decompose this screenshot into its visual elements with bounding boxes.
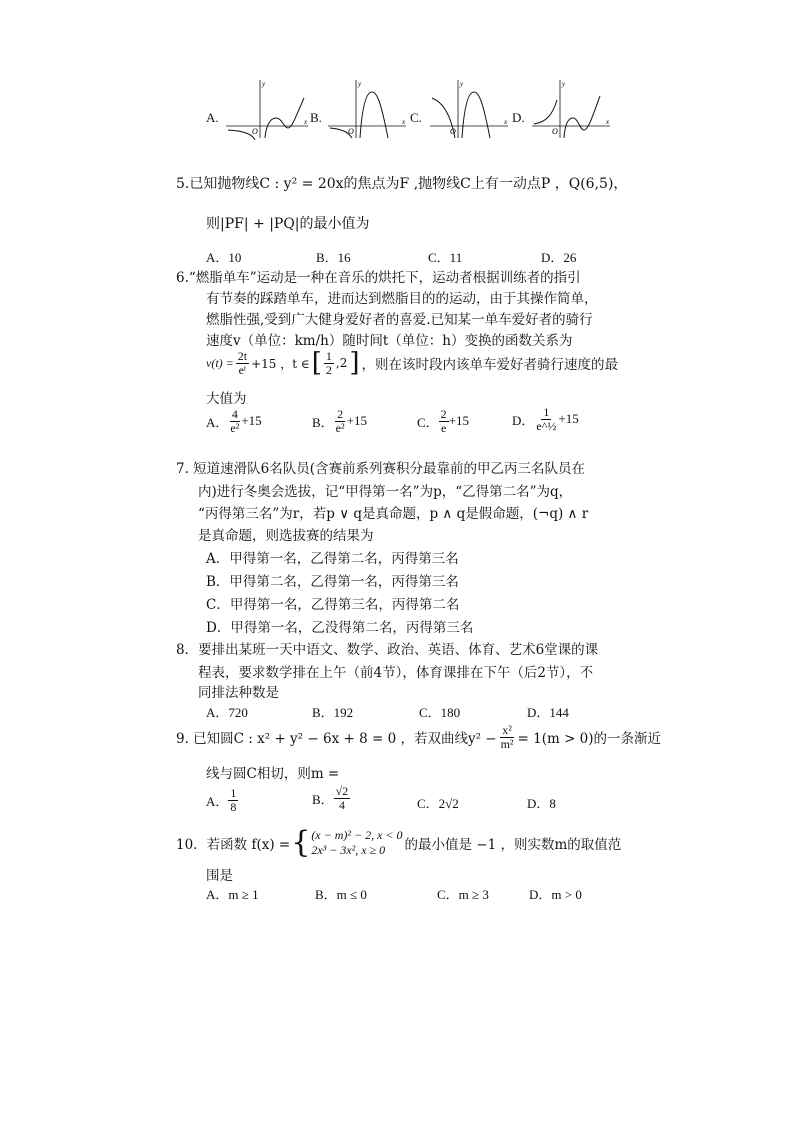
origin-label: O — [450, 127, 456, 136]
graph-option-a-plot — [224, 78, 312, 140]
q9-stem-line-2: 线与圆C相切，则m = — [206, 766, 340, 782]
y-axis-label: y — [460, 80, 464, 88]
q7-stem-line-2: 内)进行冬奥会选拔，记“甲得第一名”为p，“乙得第二名”为q， — [198, 484, 573, 500]
origin-label: O — [348, 127, 354, 136]
q10-option-d[interactable]: D．m > 0 — [529, 887, 582, 902]
q8-stem-line-1: 8．要排出某班一天中语文、数学、政治、英语、体育、艺术6堂课的课 — [176, 642, 599, 658]
q6-option-d[interactable]: D． $\frac{1}{\text{e\textasciicircum{}½}}$ +15 — [512, 405, 579, 433]
q7-stem-line-1: 7. 短道速滑队6名队员(含赛前系列赛积分最靠前的甲乙丙三名队员在 — [176, 461, 586, 477]
q7-option-c[interactable]: C．甲得第一名，乙得第三名，丙得第二名 — [206, 597, 460, 613]
q10-option-b[interactable]: B．m ≤ 0 — [315, 887, 367, 902]
q8-option-a[interactable]: A．720 — [206, 705, 248, 720]
q10-option-a[interactable]: A．m ≥ 1 — [206, 887, 259, 902]
q8-stem-line-2: 程表，要求数学排在上午（前4节），体育课排在下午（后2节），不 — [198, 665, 594, 681]
q9-option-d[interactable]: D．8 — [527, 796, 556, 811]
graph-option-a-label[interactable]: A. — [206, 110, 219, 125]
y-axis-label: y — [562, 80, 566, 88]
q6-formula-tail: +15 ，t ∈ — [251, 356, 310, 371]
q8-option-c[interactable]: C．180 — [419, 705, 461, 720]
graph-option-c-plot — [428, 78, 514, 140]
graph-option-b-plot — [326, 78, 412, 140]
q5-option-b[interactable]: B．16 — [316, 250, 351, 265]
origin-label: O — [552, 127, 558, 136]
q7-option-a[interactable]: A．甲得第一名，乙得第二名，丙得第三名 — [206, 551, 459, 567]
q5-option-d[interactable]: D．26 — [541, 250, 577, 265]
left-bracket-icon: [ — [311, 348, 322, 379]
q5-option-a[interactable]: A．10 — [206, 250, 242, 265]
q6-stem-line-6: 大值为 — [206, 391, 247, 407]
q6-stem-line-2: 有节奏的踩踏单车，进而达到燃脂目的的运动，由于其操作简单， — [206, 291, 598, 307]
q9-option-b[interactable]: B． $\frac{√2}{4}$ — [312, 784, 349, 812]
q6-stem-line-5-tail: ，则在该时段内该单车爱好者骑行速度的最 — [361, 357, 619, 374]
graph-option-c-label[interactable]: C. — [410, 110, 422, 125]
q5-option-c[interactable]: C．11 — [428, 250, 463, 265]
q6-stem-line-3: 燃脂性强,受到广大健身爱好者的喜爱.已知某一单车爱好者的骑行 — [206, 312, 593, 328]
x-axis-label: x — [402, 118, 406, 126]
q6-formula-fraction: $\frac{2t}{\text{eᵗ}}$ — [237, 349, 248, 377]
q7-option-b[interactable]: B．甲得第二名，乙得第一名，丙得第三名 — [206, 574, 459, 590]
graph-option-d-label[interactable]: D. — [512, 110, 525, 125]
q5-stem-line-2: 则|PF| + |PQ|的最小值为 — [206, 216, 370, 232]
q7-stem-line-4: 是真命题，则选拔赛的结果为 — [198, 528, 374, 544]
q5-stem-line-1: 5.已知抛物线C : y² = 20x的焦点为F ,抛物线C上有一动点P ，Q(6,5)， — [176, 176, 628, 192]
q8-option-b[interactable]: B．192 — [312, 705, 354, 720]
q9-fraction: $\frac{\text{x²}}{\text{m²}}$ — [500, 723, 514, 751]
q6-interval-fraction: $\frac{1}{2}$ — [325, 349, 332, 377]
q8-option-d[interactable]: D．144 — [527, 705, 569, 720]
q6-stem-line-4: 速度v（单位：km/h）随时间t（单位：h）变换的函数关系为 — [206, 333, 573, 349]
q9-option-a[interactable]: A． $\frac{1}{8}$ — [206, 786, 237, 814]
q10-stem-line-2: 围是 — [206, 868, 233, 884]
graph-option-b-label[interactable]: B. — [310, 110, 322, 125]
q10-stem-line-1: 10．若函数 f(x) = { (x − m)² − 2, x < 0 2x³ − 3x², x ≥ 0 的最小值是 −1 ，则实数m的取值范 — [176, 825, 622, 860]
q6-stem-line-1: 6.“燃脂单车”运动是一种在音乐的烘托下，运动者根据训练者的指引 — [176, 270, 581, 286]
origin-label: O — [252, 127, 258, 136]
q10-piecewise-cases: (x − m)² − 2, x < 0 2x³ − 3x², x ≥ 0 — [311, 828, 403, 857]
y-axis-label: y — [358, 80, 362, 88]
q6-interval-tail: ,2 — [335, 356, 348, 371]
q9-stem-line-1: 9. 已知圆C : x² + y² − 6x + 8 = 0 ，若双曲线y² − $\frac{\text{x²}}{\text{m²}}$ = 1(m > 0)的一条渐近 — [176, 723, 662, 751]
right-bracket-icon: ] — [349, 348, 360, 379]
q6-option-a[interactable]: A． $\frac{4}{\text{e²}}$ +15 — [206, 407, 262, 435]
q7-stem-line-3: “丙得第三名”为r，若p ∨ q是真命题，p ∧ q是假命题，(¬q) ∧ r — [198, 506, 589, 522]
q10-option-c[interactable]: C．m ≥ 3 — [437, 887, 489, 902]
q7-option-d[interactable]: D．甲得第一名，乙没得第二名，丙得第三名 — [206, 620, 474, 636]
x-axis-label: x — [606, 118, 610, 126]
left-brace-icon: { — [291, 825, 311, 860]
x-axis-label: x — [504, 118, 508, 126]
y-axis-label: y — [262, 80, 266, 88]
q8-stem-line-3: 同排法种数是 — [198, 685, 279, 701]
x-axis-label: x — [304, 118, 308, 126]
q6-formula-lhs: v(t) = — [206, 355, 234, 370]
graph-option-d-plot — [530, 78, 616, 140]
q6-option-b[interactable]: B． $\frac{2}{\text{e²}}$ +15 — [312, 407, 367, 435]
q6-option-c[interactable]: C． $\frac{2}{e}$ +15 — [417, 407, 470, 435]
q6-formula-line — [206, 348, 619, 379]
q9-option-c[interactable]: C．2√2 — [417, 796, 459, 811]
